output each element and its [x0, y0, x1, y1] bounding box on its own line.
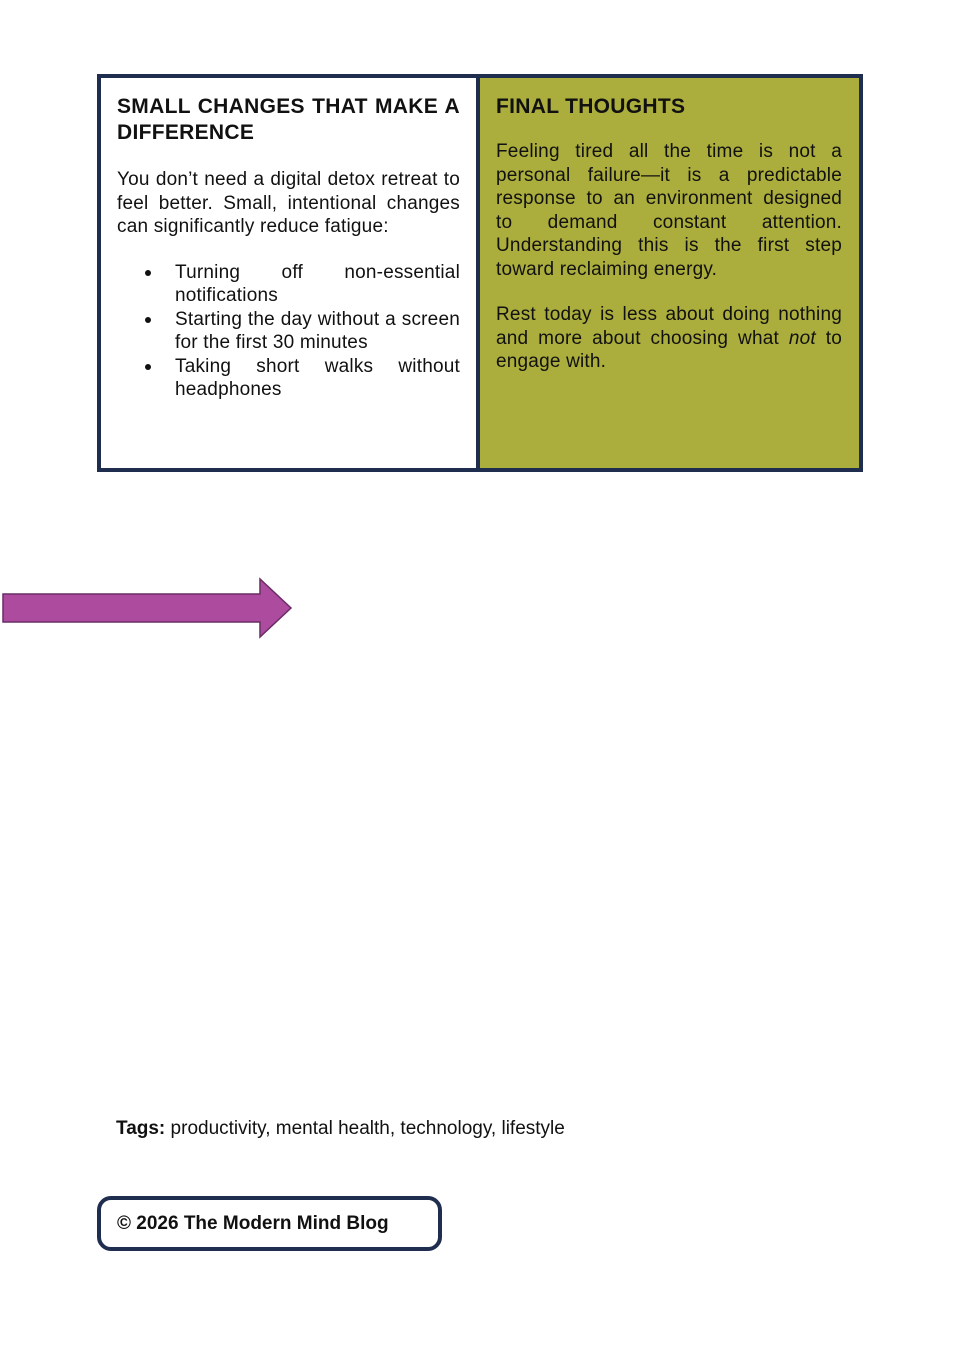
emphasis-text: not: [788, 327, 816, 349]
small-changes-title: SMALL CHANGES THAT MAKE A DIFFERENCE: [117, 95, 460, 144]
final-thoughts-title: FINAL THOUGHTS: [496, 95, 686, 118]
small-changes-box: [97, 74, 480, 472]
tags-value: productivity, mental health, technology, lifestyle: [170, 1118, 565, 1139]
list-item: [175, 261, 460, 308]
bullet-icon: [145, 270, 151, 276]
bullet-icon: [145, 317, 151, 323]
tags-line: [116, 1117, 565, 1141]
final-thoughts-box: [480, 74, 863, 472]
small-changes-list: [117, 261, 460, 402]
copyright-box: [97, 1196, 442, 1251]
list-item: [175, 308, 460, 355]
list-item: [175, 355, 460, 402]
final-thoughts-paragraph-2: [496, 303, 842, 374]
bullet-icon: [145, 364, 151, 370]
list-item-text: Taking short walks without headphones: [175, 355, 460, 400]
list-item-text: Turning off non-essential notifications: [175, 261, 460, 306]
right-arrow-icon: [0, 576, 296, 640]
list-item-text: Starting the day without a screen for the first 30 minutes: [175, 308, 460, 353]
copyright-text: © 2026 The Modern Mind Blog: [117, 1212, 389, 1234]
final-thoughts-paragraph-1: Feeling tired all the time is not a personal failure—it is a predictable response to an environment designed to demand constant attention. Understanding this is the first step toward reclaiming energy.: [496, 141, 842, 280]
small-changes-intro: You don’t need a digital detox retreat to feel better. Small, intentional changes can significantly reduce fatigue:: [117, 169, 460, 237]
right-arrow-shape: [3, 579, 291, 637]
paragraph-text: Rest today is less about doing nothing and more about choosing what: [496, 304, 842, 349]
content-boxes: [97, 74, 863, 472]
paragraph-text: to engage with.: [496, 327, 842, 372]
tags-label: Tags:: [116, 1118, 166, 1139]
